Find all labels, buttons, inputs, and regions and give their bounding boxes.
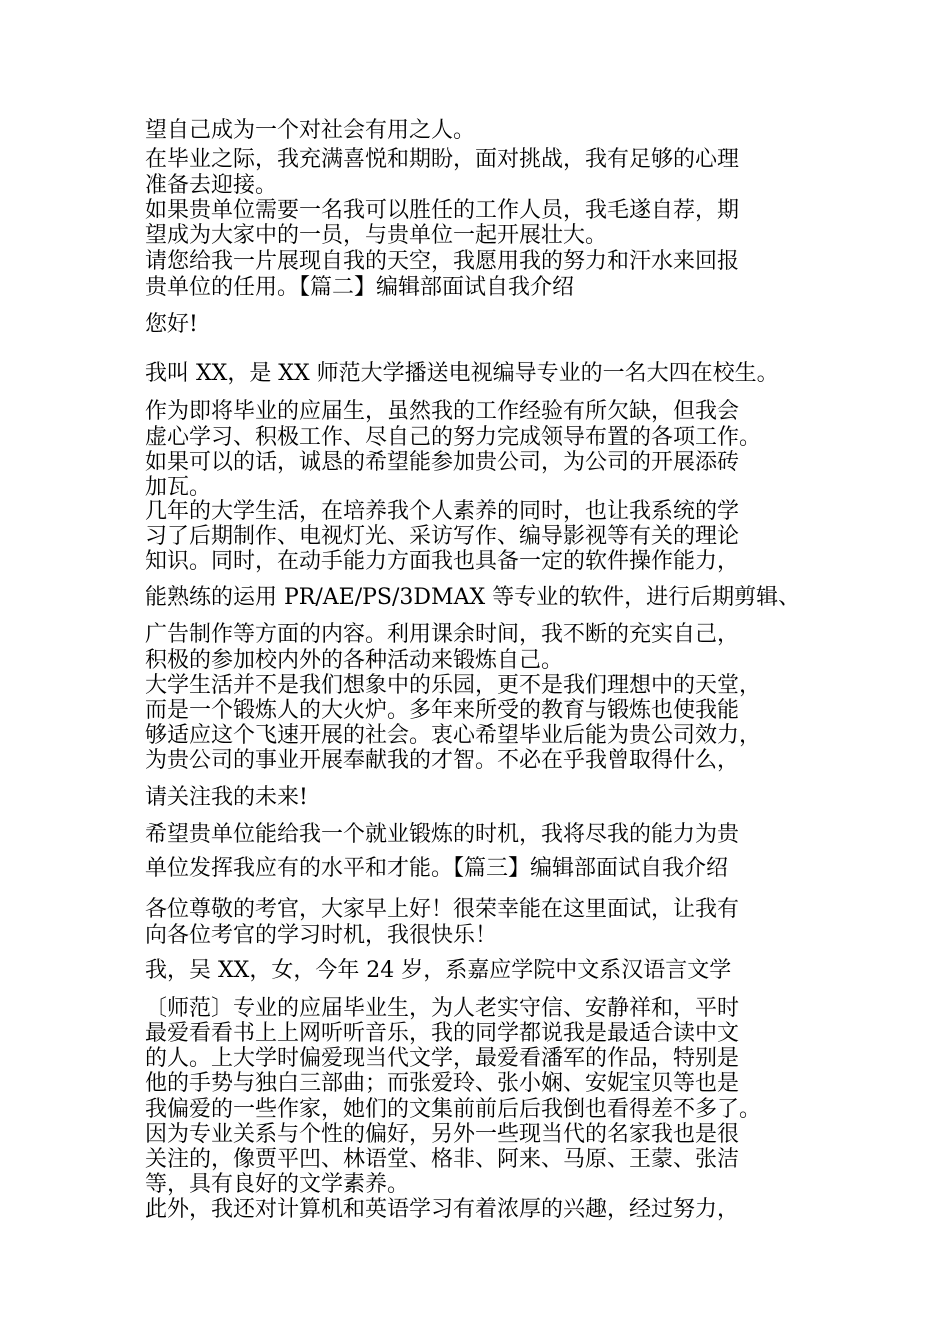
text-line: 几年的大学生活，在培养我个人素养的同时，也让我系统的学 xyxy=(145,499,740,524)
text-line: 如果贵单位需要一名我可以胜任的工作人员，我毛遂自荐，期 xyxy=(145,198,740,223)
text-line: 望成为大家中的一员，与贵单位一起开展壮大。 xyxy=(145,223,608,248)
text-line: 能熟练的运用 PR/AE/PS/3DMAX 等专业的软件，进行后期剪辑、 xyxy=(145,585,801,610)
text-line: 贵单位的任用。【篇二】编辑部面试自我介绍 xyxy=(145,275,575,300)
text-line: 在毕业之际，我充满喜悦和期盼，面对挑战，我有足够的心理 xyxy=(145,147,740,172)
text-line: 请关注我的未来! xyxy=(145,785,308,810)
text-line: 他的手势与独白三部曲；而张爱玲、张小娴、安妮宝贝等也是 xyxy=(145,1071,740,1096)
text-line: 〔师范〕专业的应届毕业生，为人老实守信、安静祥和，平时 xyxy=(145,996,740,1021)
text-line: 积极的参加校内外的各种活动来锻炼自己。 xyxy=(145,648,564,673)
text-line: 等，具有良好的文学素养。 xyxy=(145,1172,410,1197)
text-line: 如果可以的话，诚恳的希望能参加贵公司，为公司的开展添砖 xyxy=(145,450,740,475)
text-line: 此外，我还对计算机和英语学习有着浓厚的兴趣，经过努力， xyxy=(145,1197,740,1222)
text-line: 请您给我一片展现自我的天空，我愿用我的努力和汗水来回报 xyxy=(145,249,740,274)
text-line: 为贵公司的事业开展奉献我的才智。不必在乎我曾取得什么， xyxy=(145,748,740,773)
text-line: 望自己成为一个对社会有用之人。 xyxy=(145,118,476,143)
text-line: 加瓦。 xyxy=(145,475,212,500)
text-line: 我，吴 XX，女，今年 24 岁，系嘉应学院中文系汉语言文学 xyxy=(145,958,732,983)
text-line: 希望贵单位能给我一个就业锻炼的时机，我将尽我的能力为贵 xyxy=(145,822,740,847)
text-line: 我偏爱的一些作家，她们的文集前前后后我倒也看得差不多了。 xyxy=(145,1097,762,1122)
text-line: 因为专业关系与个性的偏好，另外一些现当代的名家我也是很 xyxy=(145,1122,740,1147)
text-line: 向各位考官的学习时机，我很快乐！ xyxy=(145,923,498,948)
text-line: 作为即将毕业的应届生，虽然我的工作经验有所欠缺，但我会 xyxy=(145,399,740,424)
text-line: 知识。同时，在动手能力方面我也具备一定的软件操作能力， xyxy=(145,549,740,574)
text-line: 而是一个锻炼人的大火炉。多年来所受的教育与锻炼也使我能 xyxy=(145,698,740,723)
text-line: 您好! xyxy=(145,312,198,337)
text-line: 关注的，像贾平凹、林语堂、格非、阿来、马原、王蒙、张洁 xyxy=(145,1147,740,1172)
text-line: 我叫 XX，是 XX 师范大学播送电视编导专业的一名大四在校生。 xyxy=(145,361,779,386)
text-line: 准备去迎接。 xyxy=(145,173,278,198)
text-line: 习了后期制作、电视灯光、采访写作、编导影视等有关的理论 xyxy=(145,524,740,549)
text-line: 的人。上大学时偏爱现当代文学，最爱看潘军的作品，特别是 xyxy=(145,1046,740,1071)
text-line: 最爱看看书上上网听听音乐，我的同学都说我是最适合读中文 xyxy=(145,1021,740,1046)
text-line: 各位尊敬的考官，大家早上好！很荣幸能在这里面试，让我有 xyxy=(145,897,740,922)
text-line: 广告制作等方面的内容。利用课余时间，我不断的充实自己， xyxy=(145,622,740,647)
text-line: 单位发挥我应有的水平和才能。【篇三】编辑部面试自我介绍 xyxy=(145,856,729,881)
text-line: 虚心学习、积极工作、尽自己的努力完成领导布置的各项工作。 xyxy=(145,425,762,450)
text-line: 大学生活并不是我们想象中的乐园，更不是我们理想中的天堂， xyxy=(145,673,762,698)
text-line: 够适应这个飞速开展的社会。衷心希望毕业后能为贵公司效力， xyxy=(145,723,762,748)
